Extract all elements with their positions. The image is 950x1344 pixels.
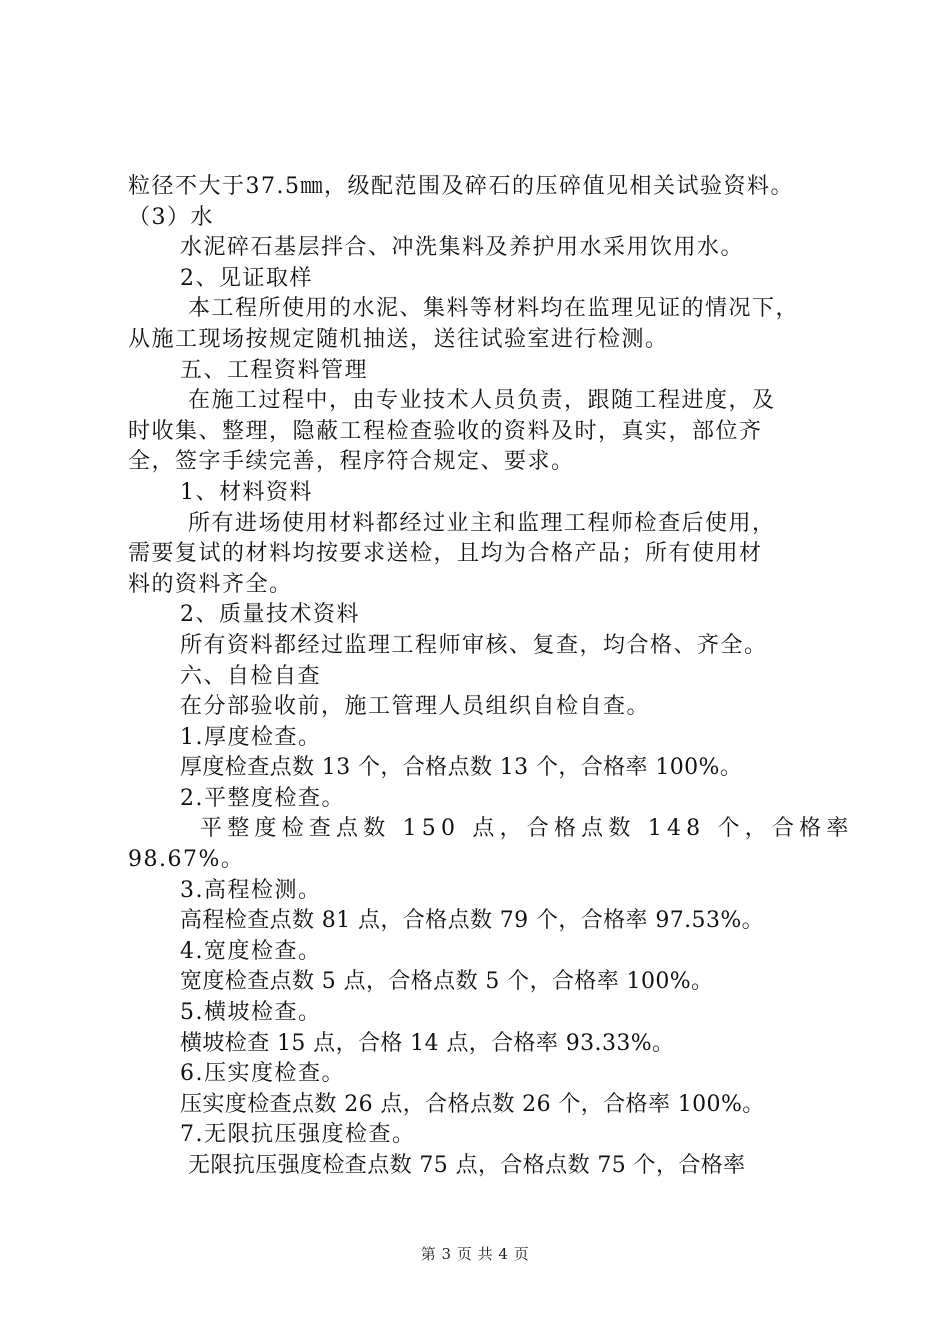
item-heading: 2.平整度检查。 bbox=[180, 785, 345, 811]
text-line: 本工程所使用的水泥、集料等材料均在监理见证的情况下， bbox=[188, 296, 800, 322]
text-line: 从施工现场按规定随机抽送，送往试验室进行检测。 bbox=[128, 326, 669, 352]
item-heading: 6.压实度检查。 bbox=[180, 1061, 345, 1087]
section-heading: 2、质量技术资料 bbox=[180, 602, 360, 628]
text-line: 料的资料齐全。 bbox=[128, 571, 293, 597]
text-line: 需要复试的材料均按要求送检，且均为合格产品；所有使用材 bbox=[128, 541, 763, 567]
text-line: 平整度检查点数 150 点，合格点数 148 个，合格率 bbox=[200, 816, 854, 842]
page-number-footer: 第 3 页 共 4 页 bbox=[420, 1245, 530, 1263]
document-body bbox=[128, 172, 854, 1182]
text-line: 宽度检查点数 5 点，合格点数 5 个，合格率 100%。 bbox=[180, 969, 714, 995]
text-line: 所有资料都经过监理工程师审核、复查，均合格、齐全。 bbox=[180, 632, 768, 658]
text-line: 横坡检查 15 点，合格 14 点，合格率 93.33%。 bbox=[180, 1030, 675, 1056]
section-heading: 2、见证取样 bbox=[180, 265, 313, 291]
section-heading: 五、工程资料管理 bbox=[180, 357, 369, 383]
item-heading: 7.无限抗压强度检查。 bbox=[180, 1122, 416, 1148]
item-heading: 5.横坡检查。 bbox=[180, 1000, 322, 1026]
text-line: 厚度检查点数 13 个，合格点数 13 个，合格率 100%。 bbox=[180, 755, 743, 781]
item-heading: 1.厚度检查。 bbox=[180, 724, 322, 750]
section-heading: 六、自检自查 bbox=[180, 663, 322, 689]
text-line: 所有进场使用材料都经过业主和监理工程师检查后使用， bbox=[188, 510, 776, 536]
text-line: 在施工过程中，由专业技术人员负责，跟随工程进度，及 bbox=[188, 388, 776, 414]
text-line: 在分部验收前，施工管理人员组织自检自查。 bbox=[180, 694, 651, 720]
text-line: （3）水 bbox=[128, 204, 214, 230]
text-line: 水泥碎石基层拌合、冲洗集料及养护用水采用饮用水。 bbox=[180, 235, 745, 261]
text-line: 时收集、整理，隐蔽工程检查验收的资料及时，真实，部位齐 bbox=[128, 418, 763, 444]
item-heading: 3.高程检测。 bbox=[180, 877, 322, 903]
text-line: 98.67%。 bbox=[128, 847, 245, 873]
text-line: 粒径不大于37.5㎜，级配范围及碎石的压碎值见相关试验资料。 bbox=[128, 174, 794, 199]
item-heading: 4.宽度检查。 bbox=[180, 938, 322, 964]
section-heading: 1、材料资料 bbox=[180, 479, 313, 505]
text-line: 无限抗压强度检查点数 75 点，合格点数 75 个，合格率 bbox=[188, 1153, 746, 1178]
text-line: 压实度检查点数 26 点，合格点数 26 个，合格率 100%。 bbox=[180, 1091, 765, 1117]
text-line: 高程检查点数 81 点，合格点数 79 个，合格率 97.53%。 bbox=[180, 908, 765, 934]
text-line: 全，签字手续完善，程序符合规定、要求。 bbox=[128, 449, 575, 475]
